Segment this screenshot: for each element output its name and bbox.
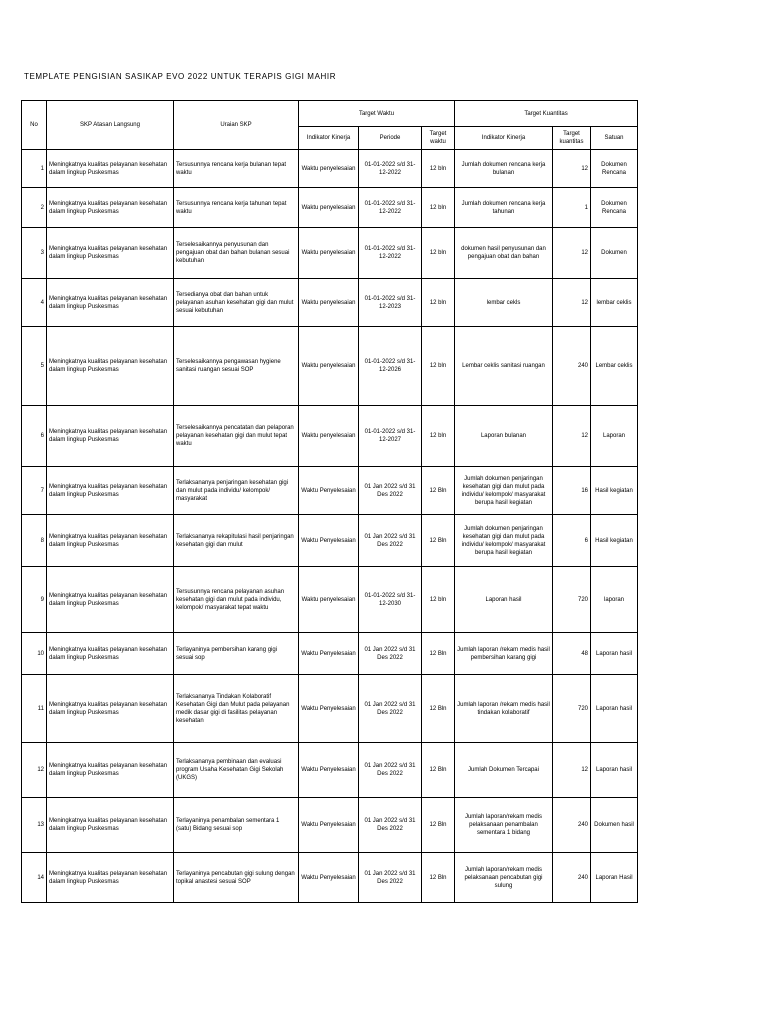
table-row <box>22 633 638 675</box>
row-periode: 01 Jan 2022 s/d 31 Des 2022 <box>359 853 422 903</box>
row-target-waktu: 12 bln <box>422 150 455 188</box>
row-indikator-waktu: Waktu Penyelesaian <box>299 467 359 515</box>
row-target-waktu: 12 bln <box>422 279 455 327</box>
row-skp-atasan: Meningkatnya kualitas pelayanan kesehatan dalam lingkup Puskesmas <box>47 798 174 853</box>
row-satuan: Dokumen Rencana <box>591 188 638 228</box>
table-row <box>22 743 638 798</box>
header-no: No <box>22 101 47 150</box>
row-periode: 01 Jan 2022 s/d 31 Des 2022 <box>359 798 422 853</box>
row-target-kuantitas: 240 <box>553 327 591 406</box>
row-periode: 01-01-2022 s/d 31-12-2026 <box>359 327 422 406</box>
row-indikator-waktu: Waktu penyelesaian <box>299 327 359 406</box>
row-satuan: Hasil kegiatan <box>591 467 638 515</box>
row-indikator-waktu: Waktu penyelesaian <box>299 188 359 228</box>
row-indikator-kinerja: Jumlah dokumen rencana kerja bulanan <box>455 150 553 188</box>
row-target-waktu: 12 Bln <box>422 515 455 567</box>
row-uraian: Terlayaninya pencabutan gigi sulung dengan topikal anastesi sesuai SOP <box>174 853 299 903</box>
row-satuan: laporan <box>591 567 638 633</box>
row-indikator-kinerja: dokumen hasil penyusunan dan pengajuan obat dan bahan <box>455 228 553 279</box>
row-no: 4 <box>22 279 47 327</box>
row-uraian: Terlayaninya penambalan sementara 1 (satu) Bidang sesuai sop <box>174 798 299 853</box>
header-target-waktu: Target Waktu <box>299 101 455 127</box>
row-target-waktu: 12 Bln <box>422 853 455 903</box>
row-indikator-waktu: Waktu penyelesaian <box>299 150 359 188</box>
row-indikator-kinerja: Jumlah Dokumen Tercapai <box>455 743 553 798</box>
document-title: TEMPLATE PENGISIAN SASIKAP EVO 2022 UNTUK TERAPIS GIGI MAHIR <box>24 72 337 81</box>
row-indikator-kinerja: Jumlah laporan /rekam medis hasil tindakan kolaboratif <box>455 675 553 743</box>
row-no: 6 <box>22 406 47 467</box>
row-periode: 01 Jan 2022 s/d 31 Des 2022 <box>359 515 422 567</box>
row-periode: 01-01-2022 s/d 31-12-2023 <box>359 279 422 327</box>
row-uraian: Tersusunnya rencana kerja tahunan tepat waktu <box>174 188 299 228</box>
row-uraian: Tersusunnya rencana kerja bulanan tepat waktu <box>174 150 299 188</box>
row-target-kuantitas: 720 <box>553 567 591 633</box>
row-target-kuantitas: 1 <box>553 188 591 228</box>
table-row <box>22 406 638 467</box>
row-satuan: Lembar ceklis <box>591 327 638 406</box>
row-skp-atasan: Meningkatnya kualitas pelayanan kesehatan dalam lingkup Puskesmas <box>47 327 174 406</box>
row-satuan: Laporan Hasil <box>591 853 638 903</box>
row-indikator-waktu: Waktu Penyelesaian <box>299 853 359 903</box>
header-satuan: Satuan <box>591 127 638 150</box>
row-skp-atasan: Meningkatnya kualitas pelayanan kesehatan dalam lingkup Puskesmas <box>47 743 174 798</box>
row-periode: 01-01-2022 s/d 31-12-2027 <box>359 406 422 467</box>
row-skp-atasan: Meningkatnya kualitas pelayanan kesehatan dalam lingkup Puskesmas <box>47 467 174 515</box>
row-skp-atasan: Meningkatnya kualitas pelayanan kesehatan dalam lingkup Puskesmas <box>47 515 174 567</box>
row-periode: 01 Jan 2022 s/d 31 Des 2022 <box>359 467 422 515</box>
row-satuan: Dokumen hasil <box>591 798 638 853</box>
row-indikator-waktu: Waktu Penyelesaian <box>299 633 359 675</box>
row-no: 2 <box>22 188 47 228</box>
row-uraian: Terselesaikannya pengawasan hygiene sanitasi ruangan sesuai SOP <box>174 327 299 406</box>
row-no: 12 <box>22 743 47 798</box>
header-skp-atasan: SKP Atasan Langsung <box>47 101 174 150</box>
row-indikator-kinerja: Jumlah dokumen penjaringan kesehatan gigi dan mulut pada individu/ kelompok/ masyarakat berupa hasil kegiatan <box>455 515 553 567</box>
table-row <box>22 327 638 406</box>
header-target-kuantitas-sub: Target kuantitas <box>553 127 591 150</box>
row-indikator-kinerja: Jumlah laporan/rekam medis pelaksanaan penambalan sementara 1 bidang <box>455 798 553 853</box>
row-target-waktu: 12 bln <box>422 567 455 633</box>
table-row <box>22 467 638 515</box>
skp-table <box>21 100 638 903</box>
row-no: 8 <box>22 515 47 567</box>
row-indikator-waktu: Waktu penyelesaian <box>299 228 359 279</box>
row-target-kuantitas: 48 <box>553 633 591 675</box>
row-no: 9 <box>22 567 47 633</box>
row-uraian: Tersusunnya rencana pelayanan asuhan kesehatan gigi dan mulut pada individu, kelompok/ masyarakat tepat waktu <box>174 567 299 633</box>
row-indikator-kinerja: Laporan bulanan <box>455 406 553 467</box>
row-periode: 01-01-2022 s/d 31-12-2022 <box>359 228 422 279</box>
row-target-waktu: 12 Bln <box>422 467 455 515</box>
row-no: 10 <box>22 633 47 675</box>
table-row <box>22 675 638 743</box>
row-target-waktu: 12 bln <box>422 406 455 467</box>
table-row <box>22 567 638 633</box>
row-satuan: Laporan hasil <box>591 675 638 743</box>
row-target-kuantitas: 240 <box>553 798 591 853</box>
row-indikator-waktu: Waktu Penyelesaian <box>299 743 359 798</box>
row-target-kuantitas: 12 <box>553 743 591 798</box>
row-indikator-kinerja: Lembar ceklis sanitasi ruangan <box>455 327 553 406</box>
row-target-waktu: 12 Bln <box>422 633 455 675</box>
row-target-waktu: 12 bln <box>422 228 455 279</box>
row-uraian: Terlaksananya penjaringan kesehatan gigi dan mulut pada individu/ kelompok/ masyarakat <box>174 467 299 515</box>
row-indikator-waktu: Waktu Penyelesaian <box>299 798 359 853</box>
header-indikator-kinerja: Indikator Kinerja <box>455 127 553 150</box>
row-skp-atasan: Meningkatnya kualitas pelayanan kesehatan dalam lingkup Puskesmas <box>47 567 174 633</box>
table-row <box>22 228 638 279</box>
row-satuan: Laporan hasil <box>591 743 638 798</box>
row-uraian: Terselesaikannya penyusunan dan pengajuan obat dan bahan bulanan sesuai kebutuhan <box>174 228 299 279</box>
row-satuan: Hasil kegiatan <box>591 515 638 567</box>
row-periode: 01-01-2022 s/d 31-12-2030 <box>359 567 422 633</box>
row-target-kuantitas: 12 <box>553 279 591 327</box>
row-target-kuantitas: 16 <box>553 467 591 515</box>
row-indikator-kinerja: Jumlah dokumen rencana kerja tahunan <box>455 188 553 228</box>
row-no: 3 <box>22 228 47 279</box>
row-indikator-waktu: Waktu Penyelesaian <box>299 675 359 743</box>
row-no: 5 <box>22 327 47 406</box>
header-target-waktu-sub: Target waktu <box>422 127 455 150</box>
table-row <box>22 279 638 327</box>
table-row <box>22 188 638 228</box>
row-periode: 01-01-2022 s/d 31-12-2022 <box>359 188 422 228</box>
row-target-waktu: 12 Bln <box>422 675 455 743</box>
row-no: 7 <box>22 467 47 515</box>
row-satuan: Dokumen <box>591 228 638 279</box>
row-target-waktu: 12 bln <box>422 188 455 228</box>
header-periode: Periode <box>359 127 422 150</box>
table-row <box>22 798 638 853</box>
row-no: 13 <box>22 798 47 853</box>
row-no: 1 <box>22 150 47 188</box>
row-indikator-kinerja: Jumlah laporan/rekam medis pelaksanaan pencabutan gigi sulung <box>455 853 553 903</box>
row-skp-atasan: Meningkatnya kualitas pelayanan kesehatan dalam lingkup Puskesmas <box>47 675 174 743</box>
row-target-kuantitas: 12 <box>553 150 591 188</box>
row-indikator-waktu: Waktu penyelesaian <box>299 279 359 327</box>
row-satuan: Dokumen Rencana <box>591 150 638 188</box>
row-skp-atasan: Meningkatnya kualitas pelayanan kesehatan dalam lingkup Puskesmas <box>47 150 174 188</box>
table-row <box>22 853 638 903</box>
row-skp-atasan: Meningkatnya kualitas pelayanan kesehatan dalam lingkup Puskesmas <box>47 633 174 675</box>
row-satuan: Laporan <box>591 406 638 467</box>
row-satuan: Laporan hasil <box>591 633 638 675</box>
row-periode: 01-01-2022 s/d 31-12-2022 <box>359 150 422 188</box>
row-target-kuantitas: 12 <box>553 406 591 467</box>
row-skp-atasan: Meningkatnya kualitas pelayanan kesehatan dalam lingkup Puskesmas <box>47 406 174 467</box>
row-target-kuantitas: 6 <box>553 515 591 567</box>
row-skp-atasan: Meningkatnya kualitas pelayanan kesehatan dalam lingkup Puskesmas <box>47 853 174 903</box>
row-target-kuantitas: 240 <box>553 853 591 903</box>
header-target-kuantitas: Target Kuantitas <box>455 101 638 127</box>
row-indikator-waktu: Waktu Penyelesaian <box>299 515 359 567</box>
row-target-kuantitas: 720 <box>553 675 591 743</box>
table-row <box>22 150 638 188</box>
row-indikator-kinerja: Jumlah dokumen penjaringan kesehatan gigi dan mulut pada individu/ kelompok/ masyarakat berupa hasil kegiatan <box>455 467 553 515</box>
row-indikator-kinerja: lembar cekls <box>455 279 553 327</box>
row-skp-atasan: Meningkatnya kualitas pelayanan kesehatan dalam lingkup Puskesmas <box>47 228 174 279</box>
row-target-kuantitas: 12 <box>553 228 591 279</box>
row-periode: 01 Jan 2022 s/d 31 Des 2022 <box>359 633 422 675</box>
row-no: 11 <box>22 675 47 743</box>
row-target-waktu: 12 Bln <box>422 798 455 853</box>
row-uraian: Terselesaikannya pencatatan dan pelaporan pelayanan kesehatan gigi dan mulut tepat waktu <box>174 406 299 467</box>
row-uraian: Tersedianya obat dan bahan untuk pelayanan asuhan kesehatan gigi dan mulut sesuai kebutuhan <box>174 279 299 327</box>
row-periode: 01 Jan 2022 s/d 31 Des 2022 <box>359 743 422 798</box>
row-uraian: Terlayaninya pembersihan karang gigi sesuai sop <box>174 633 299 675</box>
row-skp-atasan: Meningkatnya kualitas pelayanan kesehatan dalam lingkup Puskesmas <box>47 188 174 228</box>
table-row <box>22 515 638 567</box>
row-indikator-waktu: Waktu penyelesaian <box>299 406 359 467</box>
row-indikator-kinerja: Laporan hasil <box>455 567 553 633</box>
header-indikator-kinerja-waktu: Indikator Kinerja <box>299 127 359 150</box>
row-target-waktu: 12 bln <box>422 327 455 406</box>
row-no: 14 <box>22 853 47 903</box>
row-uraian: Terlaksananya pembinaan dan evaluasi program Usaha Kesehatan Gigi Sekolah (UKGS) <box>174 743 299 798</box>
row-target-waktu: 12 Bln <box>422 743 455 798</box>
row-uraian: Terlaksananya rekapitulasi hasil penjaringan kesehatan gigi dan mulut <box>174 515 299 567</box>
row-uraian: Terlaksananya Tindakan Kolaboratif Kesehatan Gigi dan Mulut pada pelayanan medik dasar gigi di fasilitas pelayanan kesehatan <box>174 675 299 743</box>
row-skp-atasan: Meningkatnya kualitas pelayanan kesehatan dalam lingkup Puskesmas <box>47 279 174 327</box>
row-indikator-kinerja: Jumlah laporan /rekam medis hasil pembersihan karang gigi <box>455 633 553 675</box>
row-periode: 01 Jan 2022 s/d 31 Des 2022 <box>359 675 422 743</box>
header-uraian: Uraian SKP <box>174 101 299 150</box>
row-indikator-waktu: Waktu penyelesaian <box>299 567 359 633</box>
row-satuan: lembar ceklis <box>591 279 638 327</box>
